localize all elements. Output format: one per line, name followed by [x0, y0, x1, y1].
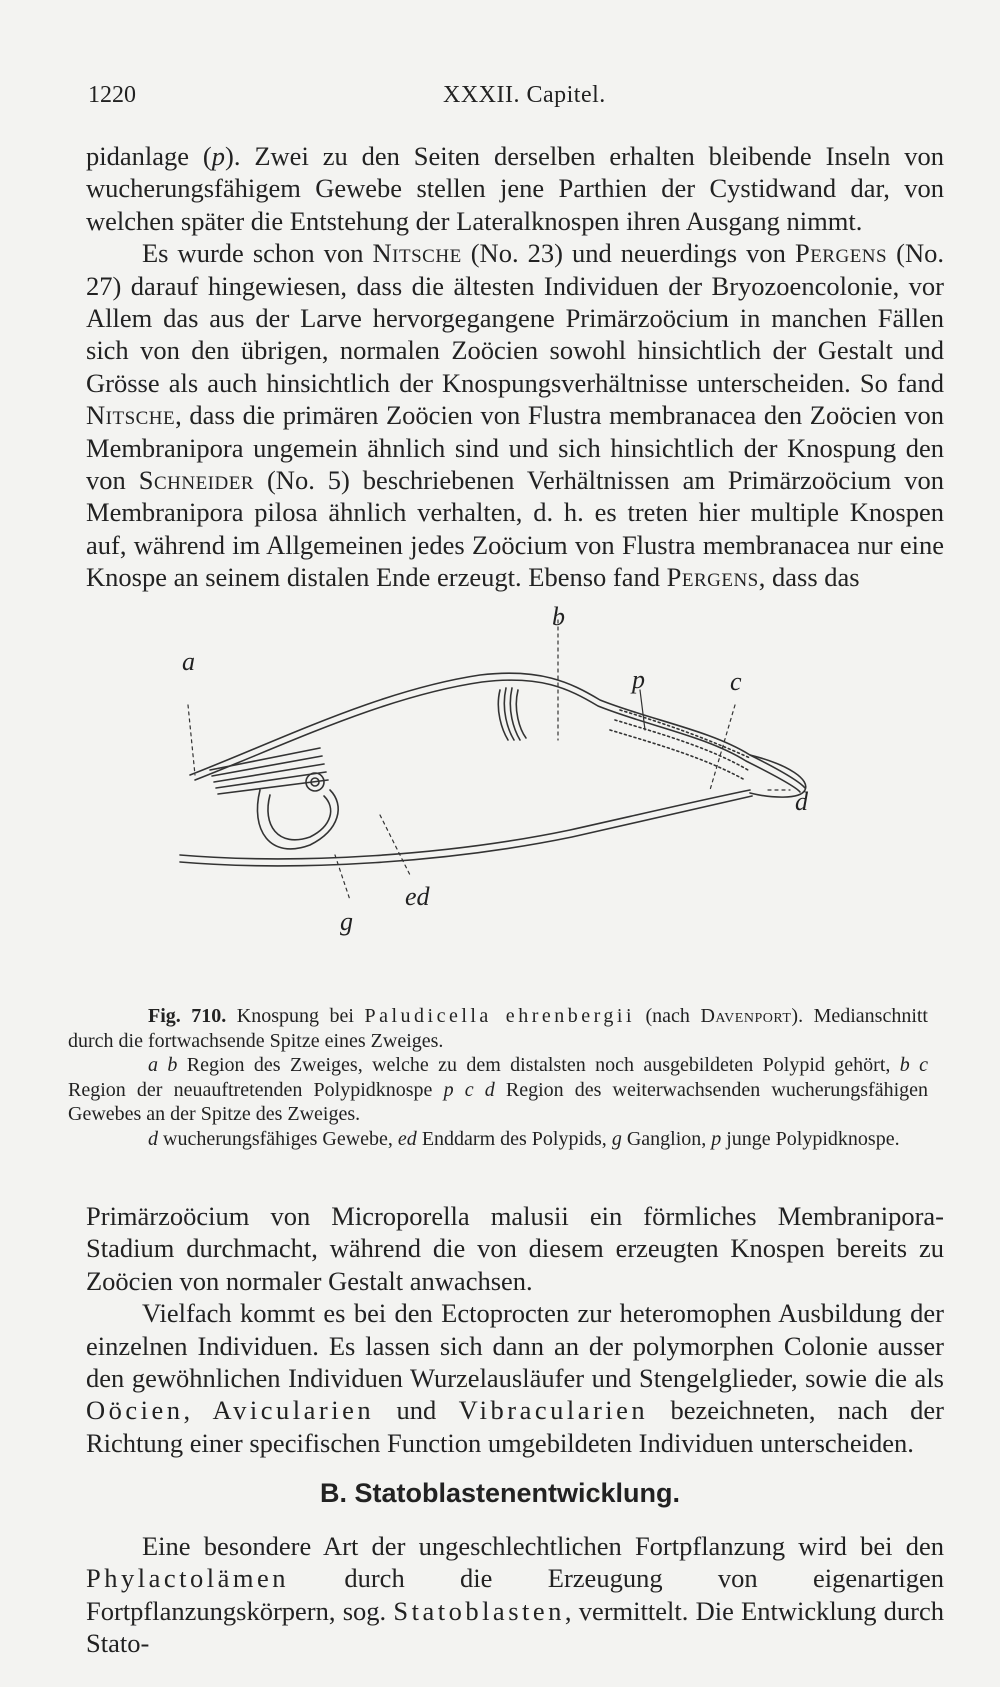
- figure-label-d: d: [795, 787, 808, 816]
- paragraph-continuation: pidanlage (p). Zwei zu den Seiten derselben erhalten bleibende Inseln von wucherungsfähigem Gewebe stellen jene Parthien der Cystidwand dar, von welchen später die Entstehung der Lateralknospen ihren Ausgang nimmt.: [86, 141, 944, 236]
- paragraph-microporella: Primärzoöcium von Microporella malusii ein förmliches Membranipora-Stadium durchmacht, während die von diesem erzeugten Knospen bereits zu Zoöcien von normaler Gestalt anwachsen.: [86, 1201, 944, 1296]
- paragraph-statoblast: Eine besondere Art der ungeschlechtlichen Fortpflanzung wird bei den Phylactolämen durch die Erzeugung von eigenartigen Fortpflanzungskörpern, sog. Statoblasten, vermittelt. Die Entwicklung durch Stato-: [86, 1531, 944, 1659]
- paragraph-heteromorph: Vielfach kommt es bei den Ectoprocten zur heteromophen Ausbildung der einzelnen Individuen. Es lassen sich dann an der polymorphen Colonie ausser den gewöhnlichen Individuen Wurzelausläufer und Stengelglieder, sowie die als Oöcien, Avicularien und Vibracularien bezeichneten, nach der Richtung einer specifischen Function umgebildeten Individuen unterscheiden.: [86, 1298, 945, 1458]
- caption-legend: d wucherungsfähiges Gewebe, ed Enddarm des Polypids, g Ganglion, p junge Polypidknospe.: [148, 1127, 900, 1150]
- paragraph-nitsche: Es wurde schon von Nitsche (No. 23) und neuerdings von Pergens (No. 27) darauf hingewiesen, dass die ältesten Individuen der Bryozoencolonie, vor Allem das aus der Larve hervorgegangene Primärzoöcium in manchen Fällen sich von den übrigen, normalen Zoöcien sowohl hinsichtlich der Gestalt und Grösse als auch hinsichtlich der Knospungsverhältnisse unterscheiden. So fand Nitsche, dass die primären Zoöcien von Flustra membranacea den Zoöcien von Membranipora ungemein ähnlich sind und sich hinsichtlich der Knospung den von Schneider (No. 5) beschriebenen Verhältnissen am Primärzoöcium von Membranipora pilosa ähnlich verhalten, d. h. es treten hier multiple Knospen auf, während im Allgemeinen jedes Zoöcium von Flustra membranacea nur eine Knospe an seinem distalen Ende erzeugt. Ebenso fand Pergens, dass das: [86, 238, 945, 593]
- text-block-top: [86, 140, 944, 594]
- figure-710-paludicella: [150, 602, 910, 1000]
- section-heading: B. Statoblastenentwicklung.: [319, 1478, 681, 1508]
- page-header: [88, 82, 940, 112]
- figure-label-ed: ed: [405, 882, 430, 911]
- text-block-statoblast: [86, 1530, 944, 1660]
- caption-regions: a b Region des Zweiges, welche zu dem distalsten noch ausgebildeten Polypid gehört, b c Region der neuauftretenden Polypidknospe p c d Region des weiterwachsenden wucherungsfähigen Gewebes an der Spitze des Zweiges.: [68, 1054, 929, 1125]
- figure-label-c: c: [730, 667, 742, 696]
- figure-caption: [68, 1004, 928, 1151]
- figure-label-g: g: [340, 907, 353, 936]
- figure-label-p: p: [632, 665, 645, 694]
- text-block-bottom: [86, 1200, 944, 1459]
- caption-title: Fig. 710. Knospung bei Paludicella ehrenbergii (nach Davenport). Medianschnitt durch die fortwachsende Spitze eines Zweiges.: [68, 1005, 928, 1052]
- figure-label-b: b: [552, 602, 565, 631]
- figure-label-a: a: [182, 647, 195, 676]
- running-head: XXXII. Capitel.: [443, 82, 606, 108]
- page-number: 1220: [88, 82, 136, 108]
